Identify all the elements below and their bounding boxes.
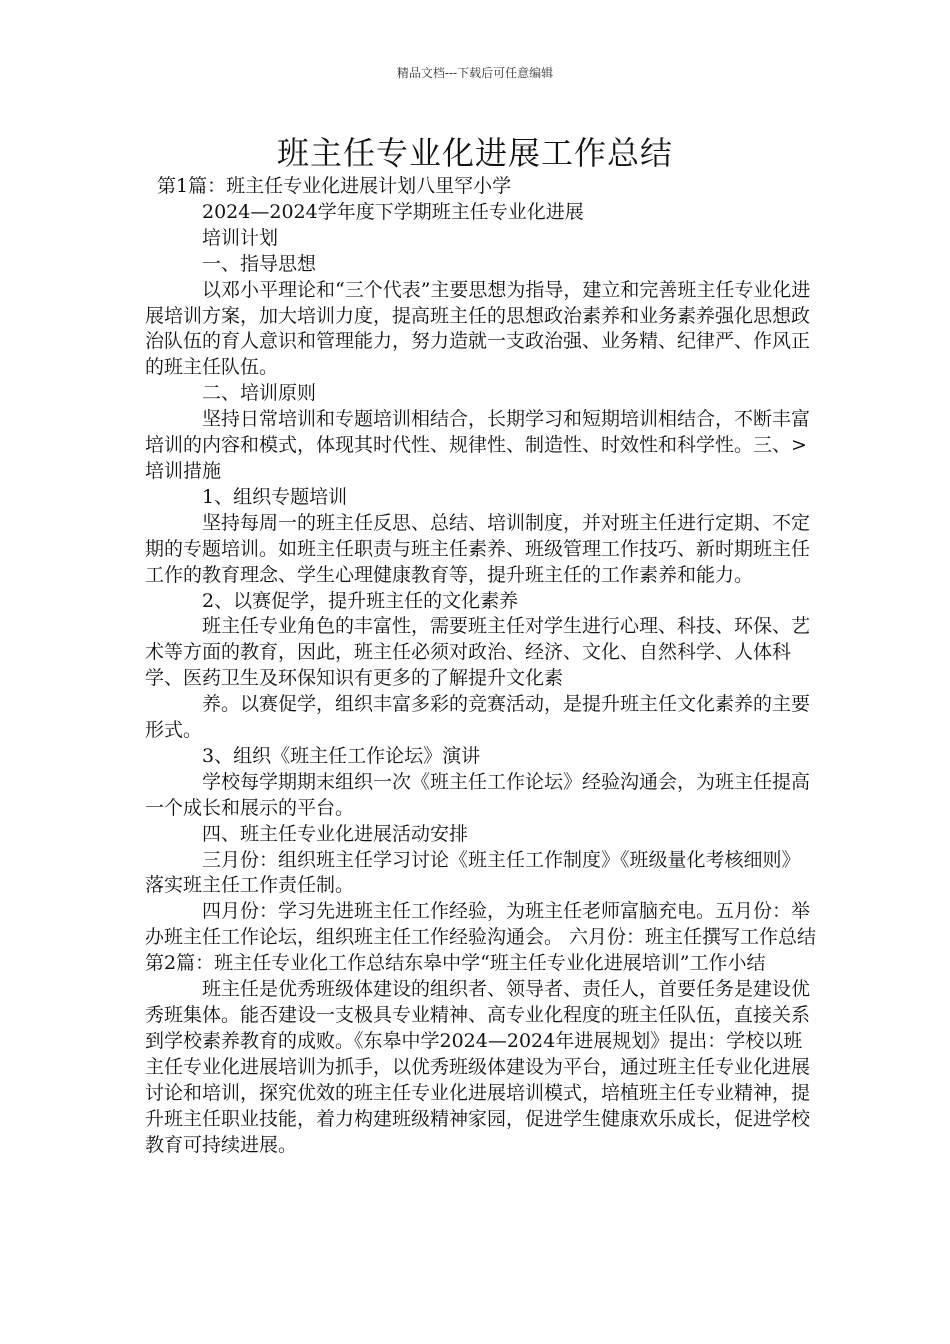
paragraph: 二、培训原则 (202, 382, 317, 405)
paragraph: 一、指导思想 (202, 252, 317, 275)
paragraph: 培训计划 (202, 226, 279, 249)
header-note: 精品文档---下载后可任意编辑 (396, 66, 554, 80)
paragraph: 三月份：组织班主任学习讨论《班主任工作制度》《班级量化考核细则》落实班主任工作责任制。 (145, 848, 801, 897)
document-body (145, 174, 817, 1158)
paragraph: 坚持日常培训和专题培训相结合，长期学习和短期培训相结合，不断丰富培训的内容和模式，体现其时代性、规律性、制造性、时效性和科学性。三、>培训措施 (145, 408, 811, 482)
paragraph: 坚持每周一的班主任反思、总结、培训制度，并对班主任进行定期、不定期的专题培训。如班主任职责与班主任素养、班级管理工作技巧、新时期班主任工作的教育理念、学生心理健康教育等，提升班主任的工作素养和能力。 (145, 511, 811, 586)
paragraph: 班主任专业角色的丰富性，需要班主任对学生进行心理、科技、环保、艺术等方面的教育，因此，班主任必须对政治、经济、文化、自然科学、人体科学、医药卫生及环保知识有更多的了解提升文化素 (145, 615, 811, 690)
paragraph: 3、组织《班主任工作论坛》演讲 (202, 744, 481, 767)
paragraph: 学校每学期期末组织一次《班主任工作论坛》经验沟通会，为班主任提高一个成长和展示的平台。 (145, 770, 811, 819)
paragraph: 班主任是优秀班级体建设的组织者、领导者、责任人，首要任务是建设优秀班集体。能否建设一支极具专业精神、高专业化程度的班主任队伍，直接关系到学校素养教育的成败。《东皋中学2024—2024年进展规划》提出：学校以班主任专业化进展培训为抓手，以优秀班级体建设为平台，通过班主任专业化进展讨论和培训，探究优效的班主任专业化进展培训模式，培植班主任专业精神，提升班主任职业技能，着力构建班级精神家园，促进学生健康欢乐成长，促进学校教育可持续进展。 (145, 978, 811, 1156)
paragraph: 养。以赛促学，组织丰富多彩的竞赛活动，是提升班主任文化素养的主要形式。 (145, 693, 811, 742)
paragraph: 第1篇：班主任专业化进展计划八里罕小学 (157, 175, 512, 197)
paragraph: 以邓小平理论和“三个代表”主要思想为指导，建立和完善班主任专业化进展培训方案，加大培训力度，提高班主任的思想政治素养和业务素养强化思想政治队伍的育人意识和管理能力，努力造就一支政治强、业务精、纪律严、作风正的班主任队伍。 (145, 278, 811, 379)
paragraph: 四、班主任专业化进展活动安排 (202, 822, 469, 845)
paragraph: 2024—2024学年度下学期班主任专业化进展 (202, 200, 584, 223)
document-title: 班主任专业化进展工作总结 (276, 134, 673, 172)
paragraph: 2、以赛促学，提升班主任的文化素养 (202, 589, 519, 612)
paragraph: 1、组织专题培训 (202, 485, 348, 508)
paragraph: 四月份：学习先进班主任工作经验，为班主任老师富脑充电。五月份：举办班主任工作论坛，组织班主任工作经验沟通会。 六月份：班主任撰写工作总结第2篇：班主任专业化工作总结东皋中学“班主任专业化进展培训”工作小结 (145, 900, 817, 975)
